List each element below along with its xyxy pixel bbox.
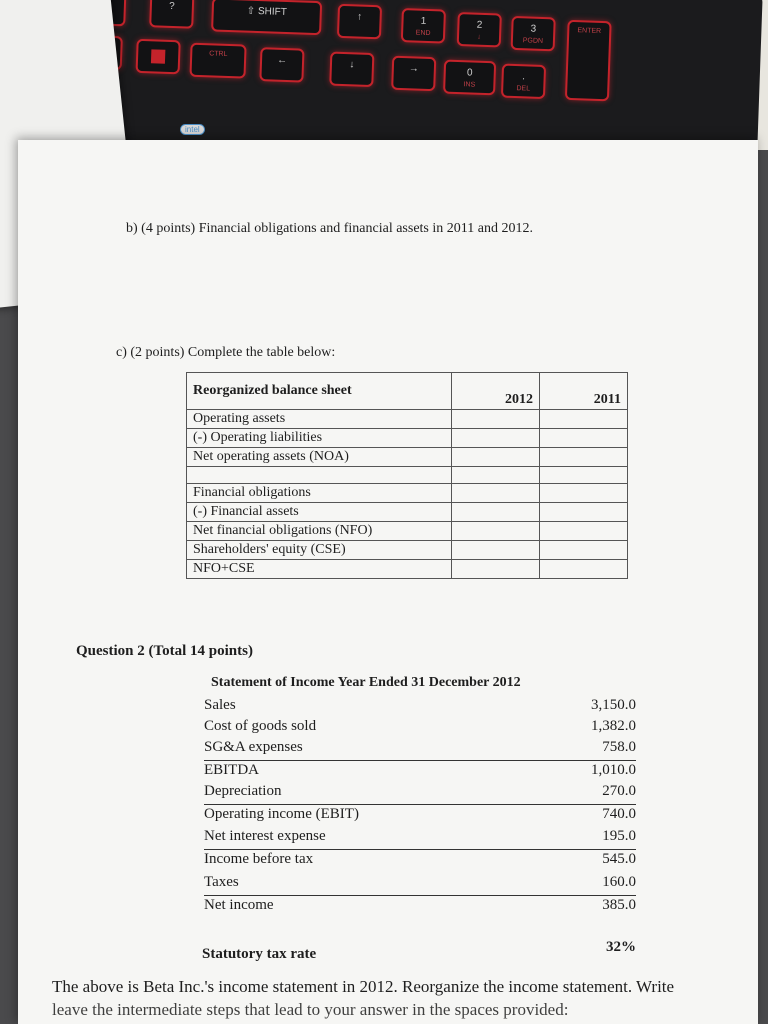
key-label: . — [522, 71, 526, 83]
table-header-label: Reorganized balance sheet — [187, 373, 452, 410]
key-sublabel: DEL — [516, 85, 531, 93]
income-row-value: 160.0 — [602, 874, 636, 890]
income-row-label: Cost of goods sold — [204, 718, 317, 734]
key-enter — [565, 20, 612, 101]
balance-sheet-table-wrap — [186, 372, 628, 579]
key-label: ← — [276, 54, 288, 67]
income-row — [204, 897, 636, 918]
key-label: 0 — [466, 67, 473, 79]
table-row — [187, 429, 628, 448]
income-row-value: 545.0 — [602, 851, 636, 867]
table-gap-cell — [452, 467, 540, 484]
key-sublabel: END — [415, 29, 431, 38]
income-row — [204, 718, 636, 739]
instructions-line-1: The above is Beta Inc.'s income statement in 2012. Reorganize the income statement. Write — [52, 977, 675, 996]
tax-rate-value: 32% — [606, 939, 636, 955]
income-row-value: 1,382.0 — [591, 718, 636, 734]
key-label: 2 — [476, 19, 483, 31]
intel-sticker: intel — [180, 124, 205, 135]
income-row — [204, 783, 636, 805]
income-row-label: Depreciation — [204, 783, 282, 799]
table-gap-row — [187, 467, 628, 484]
income-row — [204, 739, 636, 761]
table-header-2012: 2012 — [452, 373, 540, 410]
question-part-b: b) (4 points) Financial obligations and financial assets in 2011 and 2012. — [126, 221, 533, 236]
table-cell-2012[interactable] — [452, 448, 540, 467]
table-gap-cell — [187, 467, 452, 484]
income-row-value: 3,150.0 — [591, 697, 636, 713]
income-row-value: 385.0 — [602, 897, 636, 913]
exam-paper — [18, 140, 758, 1024]
key-question — [149, 0, 194, 29]
laptop-keyboard — [37, 0, 762, 163]
table-row — [187, 541, 628, 560]
table-row — [187, 484, 628, 503]
balance-sheet-table — [186, 372, 628, 579]
table-cell-2011[interactable] — [540, 429, 628, 448]
key-ctrl — [189, 43, 246, 79]
income-row-label: Taxes — [204, 874, 239, 890]
income-row-value: 758.0 — [602, 739, 636, 755]
windows-icon — [151, 49, 165, 63]
table-cell-2011[interactable] — [540, 503, 628, 522]
table-cell-2012[interactable] — [452, 522, 540, 541]
key-pgdn — [511, 16, 556, 52]
income-statement-title: Statement of Income Year Ended 31 December 2012 — [211, 675, 521, 690]
key-arrow-up — [337, 4, 382, 40]
question-part-c: c) (2 points) Complete the table below: — [116, 345, 336, 360]
table-row-label: Net financial obligations (NFO) — [187, 522, 452, 541]
table-cell-2012[interactable] — [452, 429, 540, 448]
table-row — [187, 560, 628, 579]
income-row-value: 270.0 — [602, 783, 636, 799]
key-shift — [211, 0, 322, 35]
key-sublabel: PGDN — [522, 37, 544, 45]
income-row-value: 195.0 — [602, 828, 636, 844]
table-header-2011: 2011 — [540, 373, 628, 410]
key-ins — [443, 60, 496, 96]
table-row-label: Operating assets — [187, 410, 452, 429]
key-label: ↓ — [349, 59, 355, 71]
table-cell-2012[interactable] — [452, 484, 540, 503]
income-row-value: 740.0 — [602, 806, 636, 822]
income-row — [204, 806, 636, 827]
key-windows — [136, 39, 181, 75]
key-del — [501, 64, 546, 100]
key-sublabel: CTRL — [209, 50, 228, 58]
table-header-row — [187, 373, 628, 410]
question-2-title: Question 2 (Total 14 points) — [76, 643, 253, 659]
table-row — [187, 503, 628, 522]
table-row — [187, 448, 628, 467]
income-row-label: Operating income (EBIT) — [204, 806, 359, 822]
income-row-value: 1,010.0 — [591, 762, 636, 778]
table-gap-cell — [540, 467, 628, 484]
income-row — [204, 762, 636, 783]
table-row — [187, 410, 628, 429]
income-row-label: Net income — [204, 897, 274, 913]
income-row — [204, 697, 636, 718]
table-cell-2012[interactable] — [452, 410, 540, 429]
income-row — [204, 828, 636, 850]
table-row — [187, 522, 628, 541]
key-arrow-down — [329, 52, 374, 88]
table-cell-2011[interactable] — [540, 541, 628, 560]
income-row-label: Net interest expense — [204, 828, 326, 844]
income-row-label: Income before tax — [204, 851, 314, 867]
key-sublabel: ENTER — [577, 27, 602, 35]
key-label: ↑ — [356, 11, 363, 23]
key-label: ⇧ SHIFT — [246, 5, 287, 19]
income-row — [204, 851, 636, 872]
table-row-label: NFO+CSE — [187, 560, 452, 579]
income-row-label: EBITDA — [204, 762, 259, 778]
table-row-label: Shareholders' equity (CSE) — [187, 541, 452, 560]
table-cell-2011[interactable] — [540, 522, 628, 541]
key-sublabel: ↓ — [477, 33, 481, 41]
key-arrow-right — [391, 56, 436, 92]
key-num2 — [457, 12, 502, 48]
income-row-label: SG&A expenses — [204, 739, 303, 755]
income-row-label: Sales — [204, 697, 236, 713]
instructions-line-2: leave the intermediate steps that lead to your answer in the spaces provided: — [52, 1000, 569, 1019]
key-label: 3 — [530, 23, 537, 35]
key-arrow-left — [259, 47, 304, 83]
key-label: ? — [168, 0, 175, 13]
income-row — [204, 874, 636, 896]
table-cell-2011[interactable] — [540, 484, 628, 503]
table-cell-2012[interactable] — [452, 541, 540, 560]
table-row-label: (-) Financial assets — [187, 503, 452, 522]
table-cell-2011[interactable] — [540, 448, 628, 467]
table-row-label: Net operating assets (NOA) — [187, 448, 452, 467]
key-sublabel: INS — [463, 81, 476, 89]
table-cell-2012[interactable] — [452, 560, 540, 579]
key-label: → — [408, 63, 420, 75]
table-row-label: Financial obligations — [187, 484, 452, 503]
table-row-label: (-) Operating liabilities — [187, 429, 452, 448]
table-cell-2011[interactable] — [540, 560, 628, 579]
key-label: 1 — [420, 15, 427, 27]
table-cell-2011[interactable] — [540, 410, 628, 429]
key-end — [401, 8, 446, 44]
table-cell-2012[interactable] — [452, 503, 540, 522]
tax-rate-label: Statutory tax rate — [202, 946, 317, 962]
